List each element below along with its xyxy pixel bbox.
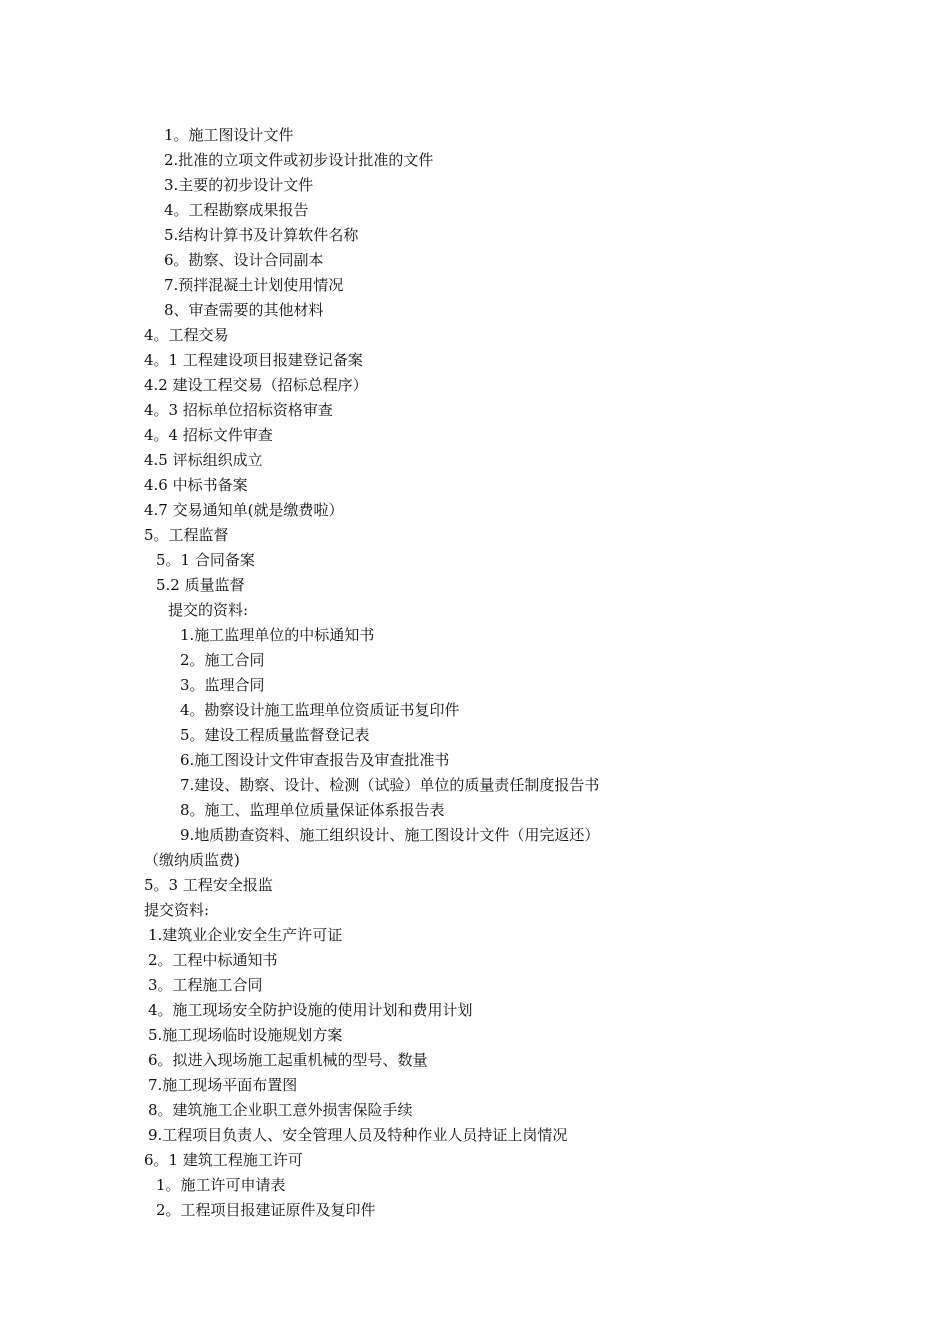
text-line: 1。施工图设计文件 bbox=[164, 126, 294, 144]
text-line: 5。3 工程安全报监 bbox=[144, 876, 273, 894]
text-line: 5。建设工程质量监督登记表 bbox=[180, 726, 370, 744]
text-line: 5.施工现场临时设施规划方案 bbox=[148, 1026, 343, 1044]
text-line: 9.地质勘查资料、施工组织设计、施工图设计文件（用完返还） bbox=[180, 826, 600, 844]
text-line: 5。1 合同备案 bbox=[156, 551, 255, 569]
text-line: 4.2 建设工程交易（招标总程序） bbox=[144, 376, 368, 394]
text-line: 4。勘察设计施工监理单位资质证书复印件 bbox=[180, 701, 460, 719]
text-line: 2。工程中标通知书 bbox=[148, 951, 278, 969]
text-line: （缴纳质监费) bbox=[144, 851, 240, 869]
text-line: 3.主要的初步设计文件 bbox=[164, 176, 314, 194]
text-line: 5.2 质量监督 bbox=[156, 576, 245, 594]
section-heading: 6。1 建筑工程施工许可 bbox=[144, 1151, 303, 1169]
text-line: 4。施工现场安全防护设施的使用计划和费用计划 bbox=[148, 1001, 473, 1019]
section-heading: 5。工程监督 bbox=[144, 526, 229, 544]
text-line: 7.建设、勘察、设计、检测（试验）单位的质量责任制度报告书 bbox=[180, 776, 600, 794]
text-line: 1。施工许可申请表 bbox=[156, 1176, 286, 1194]
text-line: 提交资料: bbox=[144, 901, 210, 919]
text-line: 7.施工现场平面布置图 bbox=[148, 1076, 298, 1094]
text-line: 7.预拌混凝土计划使用情况 bbox=[164, 276, 344, 294]
text-line: 8、审查需要的其他材料 bbox=[164, 301, 324, 319]
text-line: 4。4 招标文件审查 bbox=[144, 426, 273, 444]
text-line: 提交的资料: bbox=[168, 601, 249, 619]
text-line: 2。工程项目报建证原件及复印件 bbox=[156, 1201, 376, 1219]
text-line: 4。工程勘察成果报告 bbox=[164, 201, 309, 219]
text-line: 8。建筑施工企业职工意外损害保险手续 bbox=[148, 1101, 413, 1119]
text-line: 5.结构计算书及计算软件名称 bbox=[164, 226, 359, 244]
text-line: 3。工程施工合同 bbox=[148, 976, 263, 994]
text-line: 4。3 招标单位招标资格审查 bbox=[144, 401, 333, 419]
text-line: 1.施工监理单位的中标通知书 bbox=[180, 626, 375, 644]
text-line: 9.工程项目负责人、安全管理人员及特种作业人员持证上岗情况 bbox=[148, 1126, 568, 1144]
text-line: 2.批准的立项文件或初步设计批准的文件 bbox=[164, 151, 434, 169]
text-line: 4.7 交易通知单(就是缴费啦） bbox=[144, 501, 344, 519]
text-line: 3。监理合同 bbox=[180, 676, 265, 694]
text-line: 6.施工图设计文件审查报告及审查批准书 bbox=[180, 751, 450, 769]
text-line: 6。勘察、设计合同副本 bbox=[164, 251, 324, 269]
text-line: 8。施工、监理单位质量保证体系报告表 bbox=[180, 801, 445, 819]
text-line: 6。拟进入现场施工起重机械的型号、数量 bbox=[148, 1051, 428, 1069]
text-line: 4.6 中标书备案 bbox=[144, 476, 248, 494]
text-line: 4。1 工程建设项目报建登记备案 bbox=[144, 351, 363, 369]
section-heading: 4。工程交易 bbox=[144, 326, 229, 344]
text-line: 2。施工合同 bbox=[180, 651, 265, 669]
text-line: 1.建筑业企业安全生产许可证 bbox=[148, 926, 343, 944]
text-line: 4.5 评标组织成立 bbox=[144, 451, 263, 469]
